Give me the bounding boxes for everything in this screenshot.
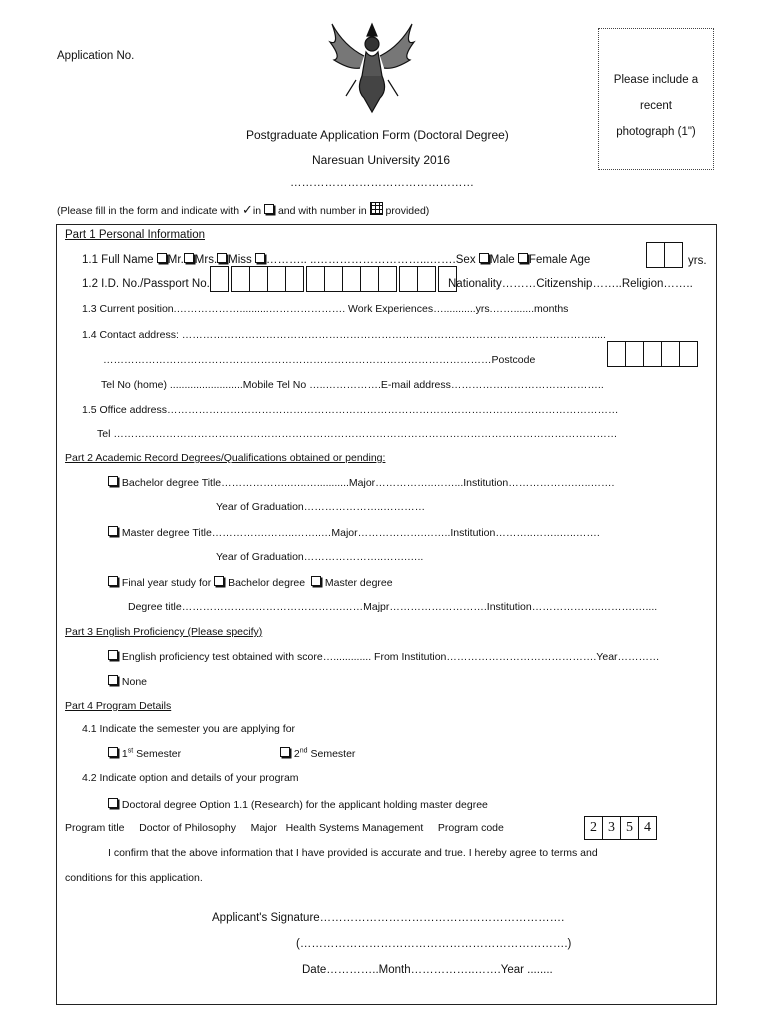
photo-text-3: photograph (1") — [616, 126, 696, 138]
degree-title-row: Degree title……………………………………….……Majpr……………………….Institution………………..……….….... — [128, 601, 658, 613]
nationality-row: Nationality………Citizenship……..Religion…….. — [448, 278, 693, 290]
age-boxes[interactable] — [646, 242, 682, 268]
final-year-checkbox[interactable] — [108, 576, 118, 586]
semester2-num: 2 — [293, 748, 300, 760]
bachelor-row — [108, 476, 614, 489]
master-text: Master degree Title…………….……..……..…Major……………….……..Institution………..……..…..……. — [121, 527, 600, 539]
age-label: Age — [569, 254, 591, 266]
full-name-label: 1.1 Full Name — [82, 254, 154, 266]
part2-heading: Part 2 Academic Record Degrees/Qualifications obtained or pending: — [65, 452, 386, 464]
number-grid-icon — [370, 202, 383, 215]
yrs-label: yrs. — [688, 255, 707, 267]
english-test-text: English proficiency test obtained with score…............. From Institution…………………………………….Year………… — [121, 651, 660, 663]
program-code-digit: 4 — [638, 816, 657, 840]
instructions-mid: and with number in — [277, 205, 367, 217]
bachelor-checkbox[interactable] — [108, 476, 118, 486]
office-tel-row: Tel ……………………………………………………………………………………………………………………………… — [97, 428, 618, 440]
confirm-line2: conditions for this application. — [65, 872, 203, 884]
master-row — [108, 526, 600, 539]
final-master-checkbox[interactable] — [311, 576, 321, 586]
contact-address-row2: …………………………………………………………………………………………………Postcode — [103, 354, 536, 366]
mr-checkbox[interactable] — [157, 253, 167, 263]
photo-text-1: Please include a — [613, 74, 699, 86]
photo-box — [598, 28, 714, 170]
garuda-emblem-logo — [326, 16, 418, 114]
part4-heading: Part 4 Program Details — [65, 700, 172, 712]
id-label: 1.2 I.D. No./Passport No. — [82, 278, 210, 290]
contact-address-row: 1.4 Contact address: ………………………………………………………………………………………………………..... — [82, 329, 606, 341]
doctoral-text: Doctoral degree Option 1.1 (Research) for the applicant holding master degree — [121, 799, 488, 811]
id-boxes[interactable] — [210, 266, 456, 292]
signature-line[interactable]: Applicant's Signature………………………………………………………. — [212, 912, 565, 924]
mr-label: Mr. — [167, 254, 184, 266]
tel-row: Tel No (home) .........................Mobile Tel No …..…………….E-mail address…………………………………….. — [101, 379, 604, 391]
semester1-num: 1 — [121, 748, 128, 760]
confirm-line1: I confirm that the above information that I have provided is accurate and true. I hereby agree to terms and — [108, 847, 598, 859]
program-row: Program title Doctor of Philosophy Major Health Systems Management Program code — [65, 822, 504, 834]
instructions-in: in — [252, 205, 262, 217]
semester2-row — [280, 747, 355, 760]
current-position-row: 1.3 Current position.………………..........…………………. Work Experiences…...........yrs.…….......months — [82, 303, 569, 315]
application-number-label: Application No. — [57, 50, 135, 62]
female-checkbox[interactable] — [518, 253, 528, 263]
photo-text-2: recent — [640, 100, 672, 112]
doctoral-checkbox[interactable] — [108, 798, 118, 808]
date-line[interactable]: Date…………..Month……………..…….Year ........ — [302, 964, 553, 976]
program-code-digit: 3 — [602, 816, 621, 840]
english-test-checkbox[interactable] — [108, 650, 118, 660]
none-checkbox[interactable] — [108, 675, 118, 685]
none-row — [108, 675, 147, 688]
miss-label: Miss — [228, 254, 252, 266]
program-code-digit: 5 — [620, 816, 639, 840]
male-label: Male — [489, 254, 515, 266]
final-year-row — [108, 576, 393, 589]
instructions — [57, 202, 429, 218]
signature-name-line[interactable]: (…………………………………………………………….) — [296, 938, 572, 950]
none-label: None — [121, 676, 148, 688]
name-field[interactable]: ……….. ..………………………...……. — [265, 254, 456, 266]
sex-label: Sex — [455, 254, 476, 266]
male-checkbox[interactable] — [479, 253, 489, 263]
checkbox-icon — [264, 204, 274, 214]
postcode-boxes[interactable] — [607, 341, 697, 367]
office-address-row: 1.5 Office address………………………………………………………………………………………………………………… — [82, 404, 619, 416]
check-mark-icon: ✓ — [242, 203, 253, 218]
doctoral-row — [108, 798, 488, 811]
final-bachelor-label: Bachelor degree — [228, 577, 306, 589]
program-code-boxes — [584, 816, 656, 840]
semester1-checkbox[interactable] — [108, 747, 118, 757]
final-bachelor-checkbox[interactable] — [214, 576, 224, 586]
header-dotline: ………………………………………… — [290, 177, 474, 189]
option-question: 4.2 Indicate option and details of your program — [82, 772, 299, 784]
bachelor-text: Bachelor degree Title………………..…..…...........Major……………..……...Institution……………….…..……. — [121, 477, 615, 489]
english-test-row — [108, 650, 660, 663]
program-code-digit: 2 — [584, 816, 603, 840]
female-label: Female — [528, 254, 568, 266]
bachelor-year: Year of Graduation…………………..………… — [216, 501, 426, 513]
master-checkbox[interactable] — [108, 526, 118, 536]
final-master-label: Master degree — [324, 577, 393, 589]
form-subtitle: Naresuan University 2016 — [312, 153, 451, 167]
other-title-checkbox[interactable] — [255, 253, 265, 263]
semester-question: 4.1 Indicate the semester you are applying for — [82, 723, 296, 735]
final-year-label: Final year study for — [121, 577, 212, 589]
master-year: Year of Graduation…………………..…….….. — [216, 551, 424, 563]
part1-heading: Part 1 Personal Information — [65, 229, 205, 241]
semester1-row — [108, 747, 181, 760]
instructions-pre: (Please fill in the form and indicate with — [57, 205, 240, 217]
semester1-sup: st — [127, 747, 134, 755]
part3-heading: Part 3 English Proficiency (Please specify) — [65, 626, 263, 638]
miss-checkbox[interactable] — [217, 253, 227, 263]
semester1-label: Semester — [136, 748, 182, 760]
form-title: Postgraduate Application Form (Doctoral Degree) — [246, 128, 509, 142]
semester2-checkbox[interactable] — [280, 747, 290, 757]
instructions-post: provided) — [385, 205, 430, 217]
mrs-checkbox[interactable] — [184, 253, 194, 263]
semester2-sup: nd — [299, 747, 308, 755]
mrs-label: Mrs. — [194, 254, 218, 266]
semester2-label: Semester — [310, 748, 356, 760]
full-name-row — [82, 253, 590, 266]
